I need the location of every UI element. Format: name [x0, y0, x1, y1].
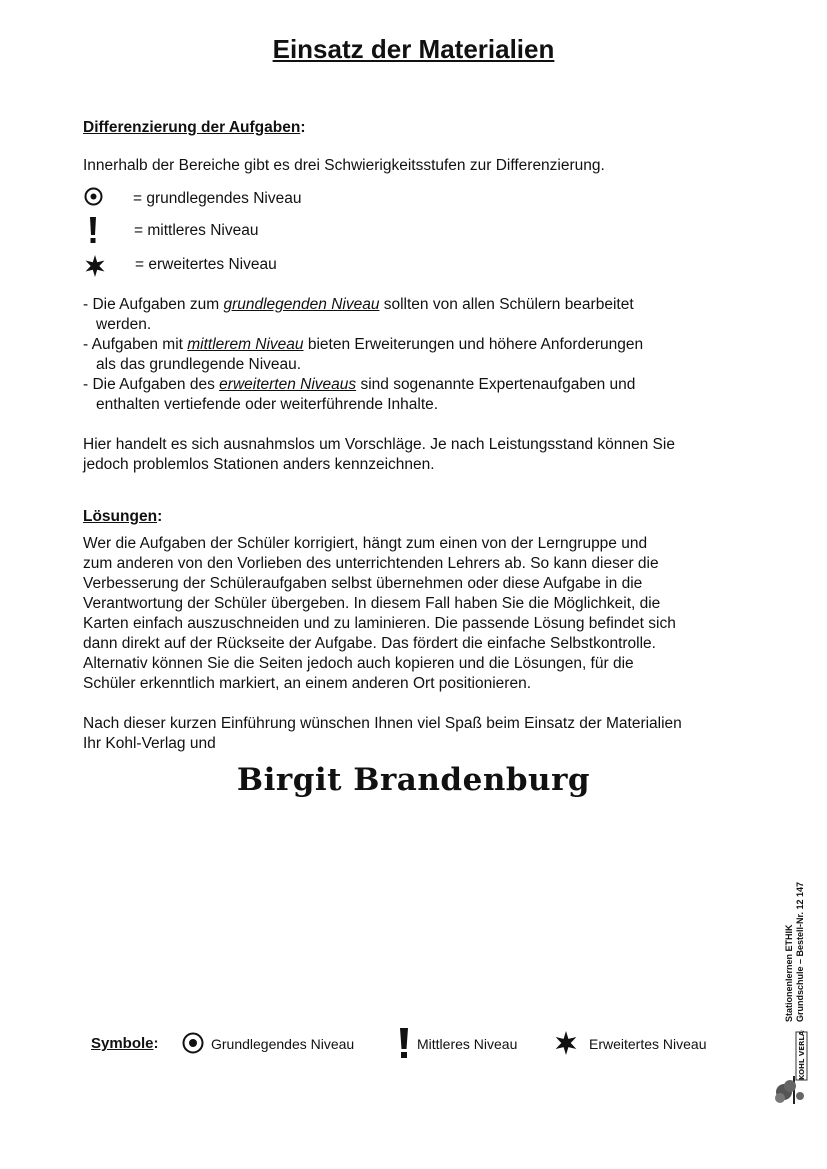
footer-item-erweitert: Erweitertes Niveau: [589, 1036, 707, 1052]
svg-text:KOHL VERLAG: KOHL VERLAG: [798, 1030, 806, 1080]
bullet-item: [83, 335, 643, 355]
side-publication-info: [784, 882, 806, 1022]
note-line: jedoch problemlos Stationen anders kennzeichnen.: [83, 456, 435, 473]
paragraph-line: Verbesserung der Schüleraufgaben selbst übernehmen oder diese Aufgabe in die: [83, 575, 643, 592]
bullet-item: [83, 375, 635, 395]
bullet-emphasis: grundlegenden Niveau: [223, 296, 380, 313]
bullet-continuation: enthalten vertiefende oder weiterführende Inhalte.: [96, 396, 439, 413]
paragraph-line: Wer die Aufgaben der Schüler korrigiert, hängt zum einen von der Lerngruppe und: [83, 535, 648, 552]
heading-text: Differenzierung der Aufgaben: [83, 119, 301, 136]
heading-colon: :: [157, 508, 163, 525]
heading-colon: :: [300, 119, 306, 136]
level-text-grundlegend: = grundlegendes Niveau: [133, 190, 302, 207]
closing-line: Nach dieser kurzen Einführung wünschen Ihnen viel Spaß beim Einsatz der Materialien: [83, 715, 682, 732]
bullet-suffix: sollten von allen Schülern bearbeitet: [379, 296, 634, 313]
section-heading-loesungen: [83, 507, 162, 527]
signature: Birgit Brandenburg: [236, 762, 591, 798]
side-line-order: Grundschule – Bestell-Nr. 12 147: [795, 881, 805, 1022]
bullet-emphasis: erweiterten Niveaus: [219, 376, 357, 393]
side-line-title: Stationenlernen ETHIK: [784, 924, 794, 1022]
circle-dot-icon: [182, 1032, 204, 1054]
paragraph-line: dann direkt auf der Rückseite der Aufgabe. Das fördert die einfache Selbstkontrolle.: [83, 635, 656, 652]
level-text-mittel: = mittleres Niveau: [134, 222, 259, 239]
bullet-prefix: - Die Aufgaben des: [83, 376, 220, 393]
footer-label: [91, 1034, 159, 1054]
level-text-erweitert: = erweitertes Niveau: [135, 256, 277, 273]
footer-label-colon: :: [153, 1035, 159, 1052]
publisher-logo: [774, 1030, 810, 1105]
bullet-suffix: sind sogenannte Expertenaufgaben und: [356, 376, 636, 393]
bullet-prefix: - Die Aufgaben zum: [83, 296, 224, 313]
bullet-emphasis: mittlerem Niveau: [187, 336, 304, 353]
bullet-prefix: - Aufgaben mit: [83, 336, 188, 353]
exclamation-icon: [397, 1027, 411, 1059]
paragraph-line: Verantwortung der Schüler übergeben. In diesem Fall haben Sie die Möglichkeit, die: [83, 595, 661, 612]
paragraph-line: Schüler erkenntlich markiert, an einem anderen Ort positionieren.: [83, 675, 532, 692]
intro-text: Innerhalb der Bereiche gibt es drei Schwierigkeitsstufen zur Differenzierung.: [83, 157, 605, 174]
page-title: Einsatz der Materialien: [272, 34, 555, 64]
paragraph-line: Karten einfach auszuschneiden und zu laminieren. Die passende Lösung befindet sich: [83, 615, 676, 632]
footer-label-text: Symbole: [91, 1035, 154, 1052]
heading-text: Lösungen: [83, 508, 158, 525]
note-line: Hier handelt es sich ausnahmslos um Vorschläge. Je nach Leistungsstand können Sie: [83, 436, 675, 453]
footer-item-grundlegend: Grundlegendes Niveau: [211, 1036, 355, 1052]
section-heading-differenzierung: [83, 118, 305, 138]
circle-dot-icon: [84, 187, 103, 206]
bullet-continuation: als das grundlegende Niveau.: [96, 356, 302, 373]
kohl-verlag-logo-icon: [774, 1030, 810, 1105]
paragraph-line: zum anderen von den Vorlieben des unterrichtenden Lehrers ab. So kann dieser die: [83, 555, 659, 572]
closing-line: Ihr Kohl-Verlag und: [83, 735, 216, 752]
star-icon: [554, 1031, 578, 1055]
bullet-continuation: werden.: [96, 316, 152, 333]
star-icon: [84, 255, 106, 277]
paragraph-line: Alternativ können Sie die Seiten jedoch auch kopieren und die Lösungen, für die: [83, 655, 634, 672]
exclamation-icon: [87, 216, 99, 244]
bullet-item: [83, 295, 634, 315]
footer-item-mittel: Mittleres Niveau: [417, 1036, 518, 1052]
bullet-suffix: bieten Erweiterungen und höhere Anforderungen: [303, 336, 644, 353]
